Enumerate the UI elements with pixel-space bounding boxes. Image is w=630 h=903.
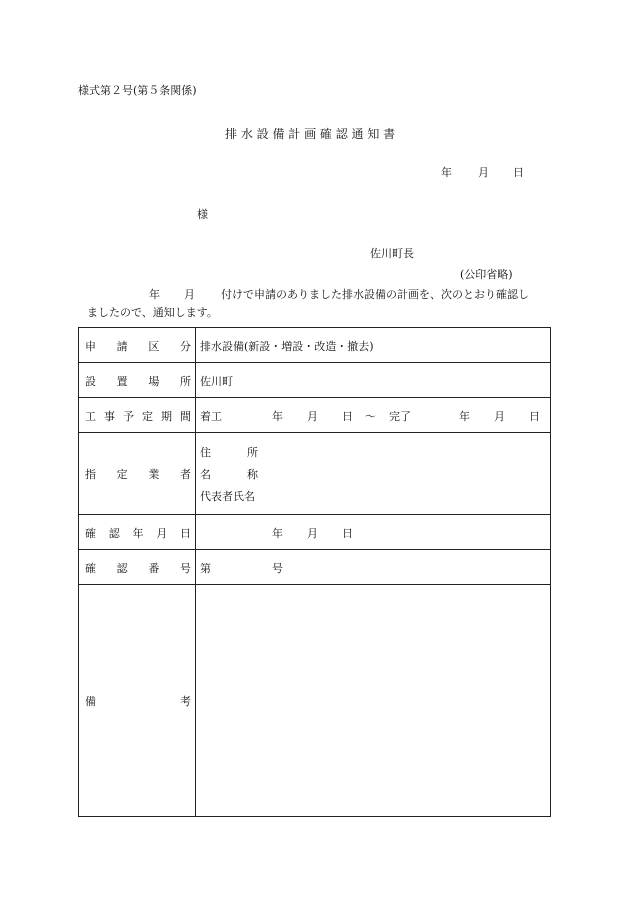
label-char: 申	[85, 340, 96, 353]
label-char: 事	[104, 410, 115, 423]
label-char: 間	[180, 410, 191, 423]
label-char: 分	[179, 340, 191, 353]
period-end-month: 月	[494, 410, 505, 423]
label-remarks	[85, 693, 191, 709]
issuer: 佐川町長	[370, 247, 414, 260]
period-start-label: 着工	[200, 410, 222, 423]
label-designated-contractor	[85, 466, 191, 482]
period-end-day: 日	[529, 410, 540, 423]
label-char: 認	[116, 562, 128, 575]
label-char: 所	[247, 446, 258, 459]
table-border-top	[78, 327, 551, 328]
label-char: 請	[116, 340, 128, 353]
label-char: 区	[148, 340, 160, 353]
seal-omitted: (公印省略)	[460, 268, 513, 281]
label-char: 工	[85, 410, 96, 423]
period-start-month: 月	[307, 410, 318, 423]
label-char: 備	[85, 695, 96, 708]
label-char: 期	[161, 410, 172, 423]
label-char: 住	[200, 446, 211, 459]
table-border-left	[78, 327, 79, 817]
label-char: 設	[85, 375, 96, 388]
label-char: 考	[180, 695, 191, 708]
label-char: 号	[179, 562, 191, 575]
label-location	[85, 373, 191, 389]
label-char: 定	[142, 410, 153, 423]
confirm-month: 月	[307, 527, 318, 540]
row-divider	[78, 549, 551, 550]
label-char: 確	[85, 527, 96, 540]
value-location[interactable]: 佐川町	[200, 375, 233, 388]
label-char: 者	[179, 468, 191, 481]
label-char: 予	[123, 410, 134, 423]
row-divider	[78, 397, 551, 398]
confirm-day: 日	[342, 527, 353, 540]
confirm-number-suffix: 号	[272, 562, 283, 575]
issue-date-year: 年	[441, 166, 452, 179]
period-tilde: ～	[365, 410, 376, 423]
document-title: 排 水 設 備 計 画 確 認 通 知 書	[225, 127, 396, 141]
table-border-bottom	[78, 816, 551, 817]
label-char: 置	[116, 375, 128, 388]
contractor-representative-label[interactable]: 代表者氏名	[200, 490, 255, 503]
row-divider	[78, 584, 551, 585]
label-char: 確	[85, 562, 96, 575]
confirm-number-prefix: 第	[200, 562, 211, 575]
label-char: 所	[179, 375, 191, 388]
row-divider	[78, 514, 551, 515]
form-number: 様式第２号(第５条関係)	[78, 84, 197, 97]
issue-date-day: 日	[513, 166, 524, 179]
label-char: 日	[180, 527, 191, 540]
issue-date-month: 月	[478, 166, 489, 179]
contractor-name-label[interactable]	[200, 466, 258, 482]
value-remarks[interactable]	[197, 586, 549, 815]
label-char: 番	[148, 562, 160, 575]
label-char: 名	[200, 468, 211, 481]
label-confirmation-number	[85, 560, 191, 576]
label-char: 定	[116, 468, 128, 481]
label-construction-period	[85, 408, 191, 424]
period-start-year: 年	[272, 410, 283, 423]
period-start-day: 日	[342, 410, 353, 423]
period-end-label: 完了	[389, 410, 411, 423]
row-divider	[78, 362, 551, 363]
confirm-year: 年	[272, 527, 283, 540]
label-char: 場	[148, 375, 160, 388]
body-line1-text: 付けで申請のありました排水設備の計画を、次のとおり確認し	[221, 288, 529, 301]
label-char: 業	[148, 468, 160, 481]
body-line2-text: ましたので、通知します。	[87, 306, 218, 319]
period-end-year: 年	[459, 410, 470, 423]
label-application-type	[85, 338, 191, 354]
label-char: 年	[132, 527, 144, 540]
label-char: 指	[85, 468, 96, 481]
label-char: 称	[247, 468, 258, 481]
body-year: 年	[149, 288, 160, 301]
label-confirmation-date	[85, 525, 191, 541]
row-divider	[78, 432, 551, 433]
contractor-address-label[interactable]	[200, 444, 258, 460]
body-month: 月	[184, 288, 195, 301]
label-column-divider	[195, 327, 196, 817]
value-application-type[interactable]: 排水設備(新設・増設・改造・撤去)	[200, 340, 374, 353]
table-border-right	[550, 327, 551, 817]
label-char: 認	[108, 527, 120, 540]
label-char: 月	[156, 527, 168, 540]
addressee-suffix: 様	[197, 208, 208, 221]
